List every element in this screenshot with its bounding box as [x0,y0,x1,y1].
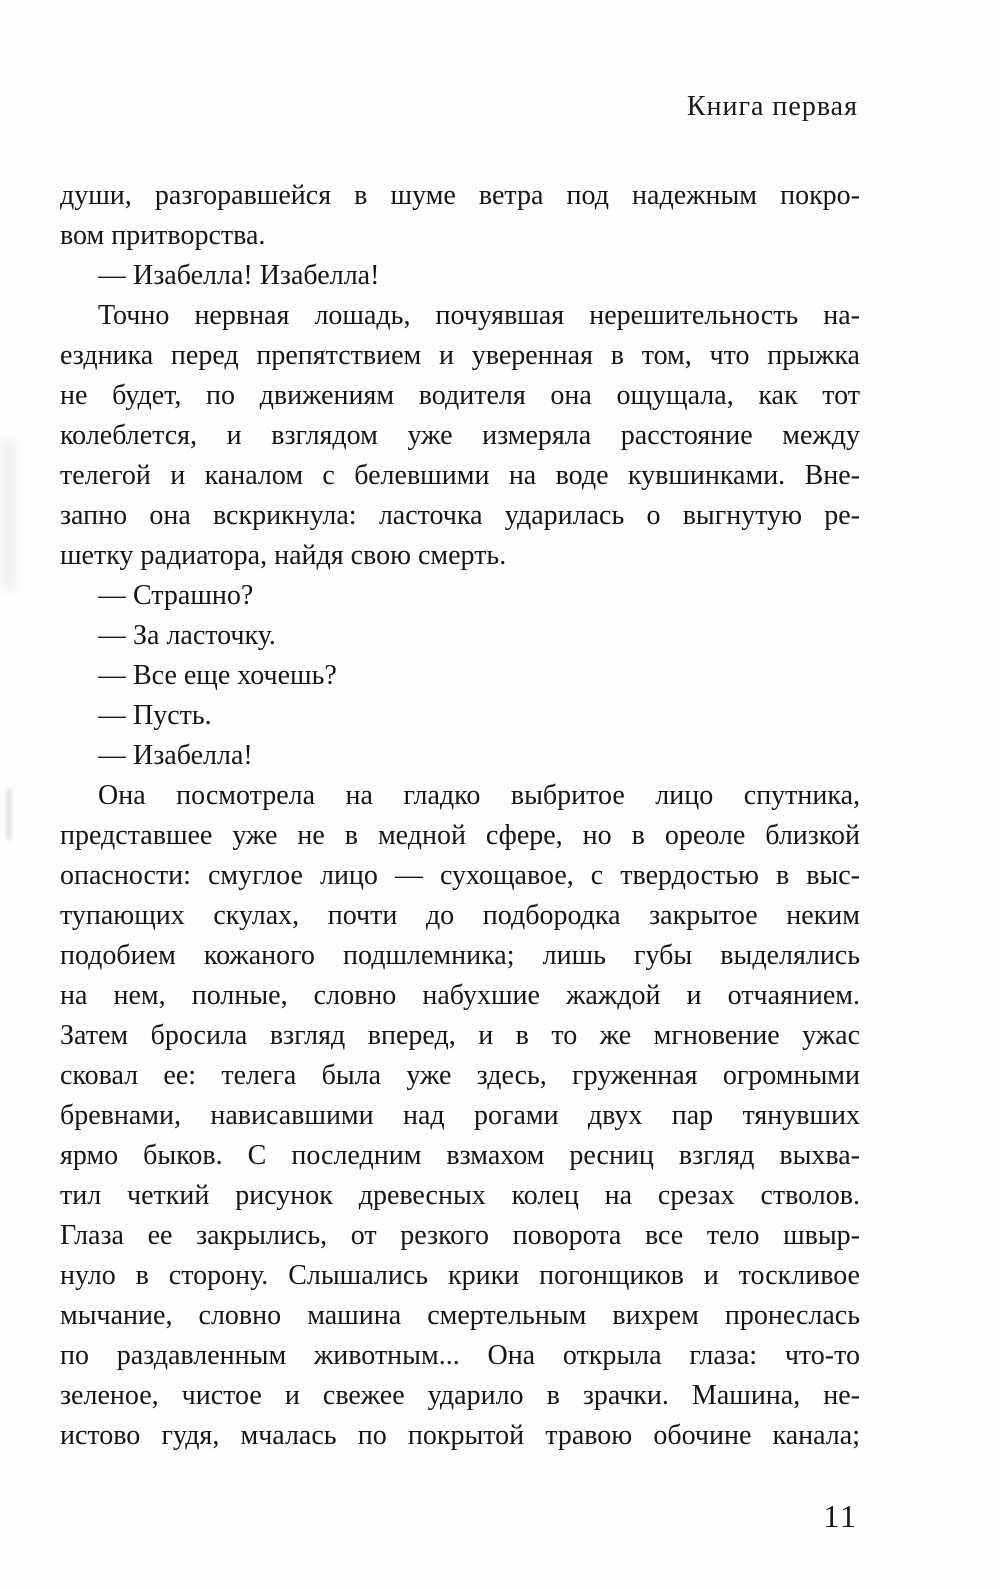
scan-smudge [7,788,11,840]
text-line: запно она вскрикнула: ласточка ударилась о выгнутую ре- [60,500,860,531]
scan-smudge [4,440,14,590]
text-line: — Все еще хочешь? [98,660,337,691]
text-line: колеблется, и взглядом уже измеряла расстояние между [60,420,860,451]
text-line: ярмо быков. С последним взмахом ресниц взгляд выхва- [60,1140,860,1171]
text-line: представшее уже не в медной сфере, но в ореоле близкой [60,820,860,851]
text-line: тупающих скулах, почти до подбородка закрытое неким [60,900,860,931]
text-line: Она посмотрела на гладко выбритое лицо спутника, [98,780,860,811]
running-header: Книга первая [686,91,858,122]
text-line: тил четкий рисунок древесных колец на срезах стволов. [60,1180,860,1211]
text-line: — Изабелла! [98,740,253,771]
text-line: шетку радиатора, найдя свою смерть. [60,540,507,571]
text-line: истово гудя, мчалась по покрытой травою обочине канала; [60,1420,860,1451]
text-line: телегой и каналом с белевшими на воде кувшинками. Вне- [60,460,860,491]
text-line: не будет, по движениям водителя она ощущала, как тот [60,380,860,411]
text-line: — Пусть. [98,700,212,731]
text-line: нуло в сторону. Слышались крики погонщиков и тоскливое [60,1260,860,1291]
text-line: на нем, полные, словно набухшие жаждой и отчаянием. [60,980,860,1011]
text-line: Затем бросила взгляд вперед, и в то же мгновение ужас [60,1020,860,1051]
text-line: бревнами, нависавшими над рогами двух пар тянувших [60,1100,860,1131]
text-line: зеленое, чистое и свежее ударило в зрачки. Машина, не- [60,1380,860,1411]
text-line: Точно нервная лошадь, почуявшая нерешительность на- [98,300,860,331]
text-line: души, разгоравшейся в шуме ветра под надежным покро- [60,180,860,211]
page-number: 11 [823,1498,858,1534]
text-line: — За ласточку. [98,620,276,651]
text-line: подобием кожаного подшлемника; лишь губы выделялись [60,940,860,971]
text-line: мычание, словно машина смертельным вихрем пронеслась [60,1300,860,1331]
text-line: ездника перед препятствием и уверенная в том, что прыжка [60,340,860,371]
text-line: Глаза ее закрылись, от резкого поворота все тело швыр- [60,1220,860,1251]
text-line: — Страшно? [98,580,254,611]
text-block [60,176,860,1456]
text-line: сковал ее: телега была уже здесь, груженная огромными [60,1060,860,1091]
text-line: — Изабелла! Изабелла! [98,260,380,291]
text-line: вом притворства. [60,220,266,251]
text-line: по раздавленным животным... Она открыла глаза: что-то [60,1340,860,1371]
text-line: опасности: смуглое лицо — сухощавое, с твердостью в выс- [60,860,860,891]
